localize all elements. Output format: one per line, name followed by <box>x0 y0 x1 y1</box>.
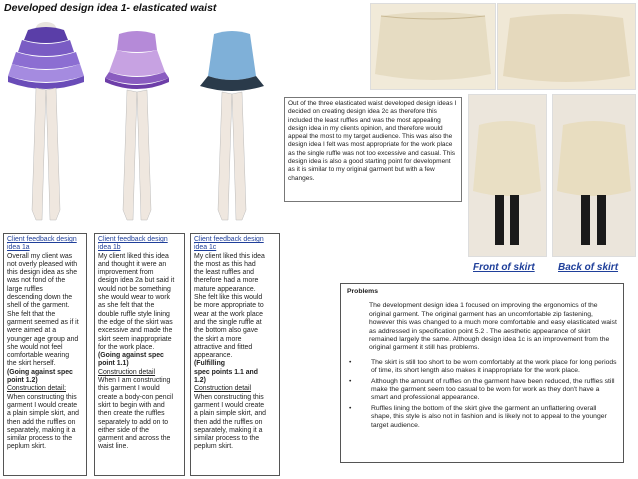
page-title: Developed design idea 1- elasticated waist <box>4 2 217 14</box>
feedback-heading: Client feedback design idea 1a <box>7 236 77 252</box>
skirt-photo-flat-front <box>370 3 496 90</box>
feedback-heading: Client feedback design idea 1b <box>98 236 168 252</box>
problems-box <box>340 283 624 463</box>
design-choice-note: Out of the three elasticated waist developed design ideas I decided on creating design idea 2c as therefore this included the least ruffles and was the most appealing design idea in my clients opinion, and therefore would appeal the most to my target audience. This was also the design idea I felt was most appropriate for the work place as the single ruffle was not too excessive and casual. This design idea is also a good starting point for development as it is similar to my original garment but with a few changes. <box>284 97 462 202</box>
feedback-box-1c: Client feedback design idea 1c My client liked this idea the most as this had the least ruffles and therefore had a more mature appearance. She felt like this would be more appropriate to wear at the work place and the single ruffle at the bottom also gave the skirt a more attractive and fitted appearance. (Fulfilling spec points 1.1 and 1.2) Construction detail When constructing this garment I would create a plain simple skirt, and then add the ruffles on separately, making it a similar process to the peplum skirt. <box>190 233 280 476</box>
problems-heading: Problems <box>347 288 378 295</box>
construction-label: Construction detail <box>98 368 156 376</box>
design-sketch-1c <box>190 20 274 230</box>
design-sketch-1b <box>95 20 179 230</box>
feedback-heading: Client feedback design idea 1c <box>194 236 264 252</box>
problems-intro: The development design idea 1 focused on improving the ergonomics of the original garment. The original garment has an uncomfortable zip fastening, however this was changed to a much more comfortable and easy elasticated waist as addressed in specification point 5.2 . The aesthetic appearance of skirt remained largely the same. Although design idea 1c is an improvement from the original garment it still has problems. <box>369 302 617 352</box>
problem-item: • The skirt is still too short to be worn comfortably at the work place for long periods of time, its short length also makes it inappropriate for the work place. <box>349 358 617 375</box>
problem-item: • Ruffles lining the bottom of the skirt give the garment an unflattering overall shape, this style is also not in fashion and is likely not to appeal to the younger target audience. <box>349 404 607 429</box>
construction-label: Construction detail: <box>7 385 66 393</box>
bullet-icon: • <box>349 377 352 385</box>
bullet-icon: • <box>349 358 352 366</box>
bullet-icon: • <box>349 404 352 412</box>
skirt-photo-worn-front <box>468 94 547 257</box>
problem-item: • Although the amount of ruffles on the garment have been reduced, the ruffles still make the garment seem too casual to be worn for work as they don't have a smart and professional appearance. <box>349 377 615 402</box>
caption-back-of-skirt: Back of skirt <box>558 262 619 273</box>
feedback-box-1b: Client feedback design idea 1b My client liked this idea and thought it were an improvement from design idea 2a but said it would not be something she would wear to work as she felt that the double ruffle style lining the edge of the skirt was excessive and made the skirt seem inappropriate for the work place. (Going against spec point 1.1) Construction detail When I am constructing this garment I would create a body-con pencil skirt to begin with and then create the ruffles separately to add on to either side of the garment and across the waist line. <box>94 233 185 476</box>
design-sketch-1a <box>4 20 88 230</box>
construction-label: Construction detail <box>194 385 252 393</box>
caption-front-of-skirt: Front of skirt <box>473 262 535 273</box>
feedback-box-1a: Client feedback design idea 1a Overall my client was not overly pleased with this design idea as she was not fond of the large ruffles descending down the shell of the garment. She felt that the garment seemed as if it were aimed at a younger age group and she would not feel comfortable wearing the skirt herself. (Going against spec point 1.2) Construction detail: When constructing this garment I would create a plain simple skirt, and then add the ruffles on separately, making it a similar process to the peplum skirt. <box>3 233 87 476</box>
skirt-photo-flat-back <box>497 3 636 90</box>
skirt-photo-worn-back <box>552 94 636 257</box>
